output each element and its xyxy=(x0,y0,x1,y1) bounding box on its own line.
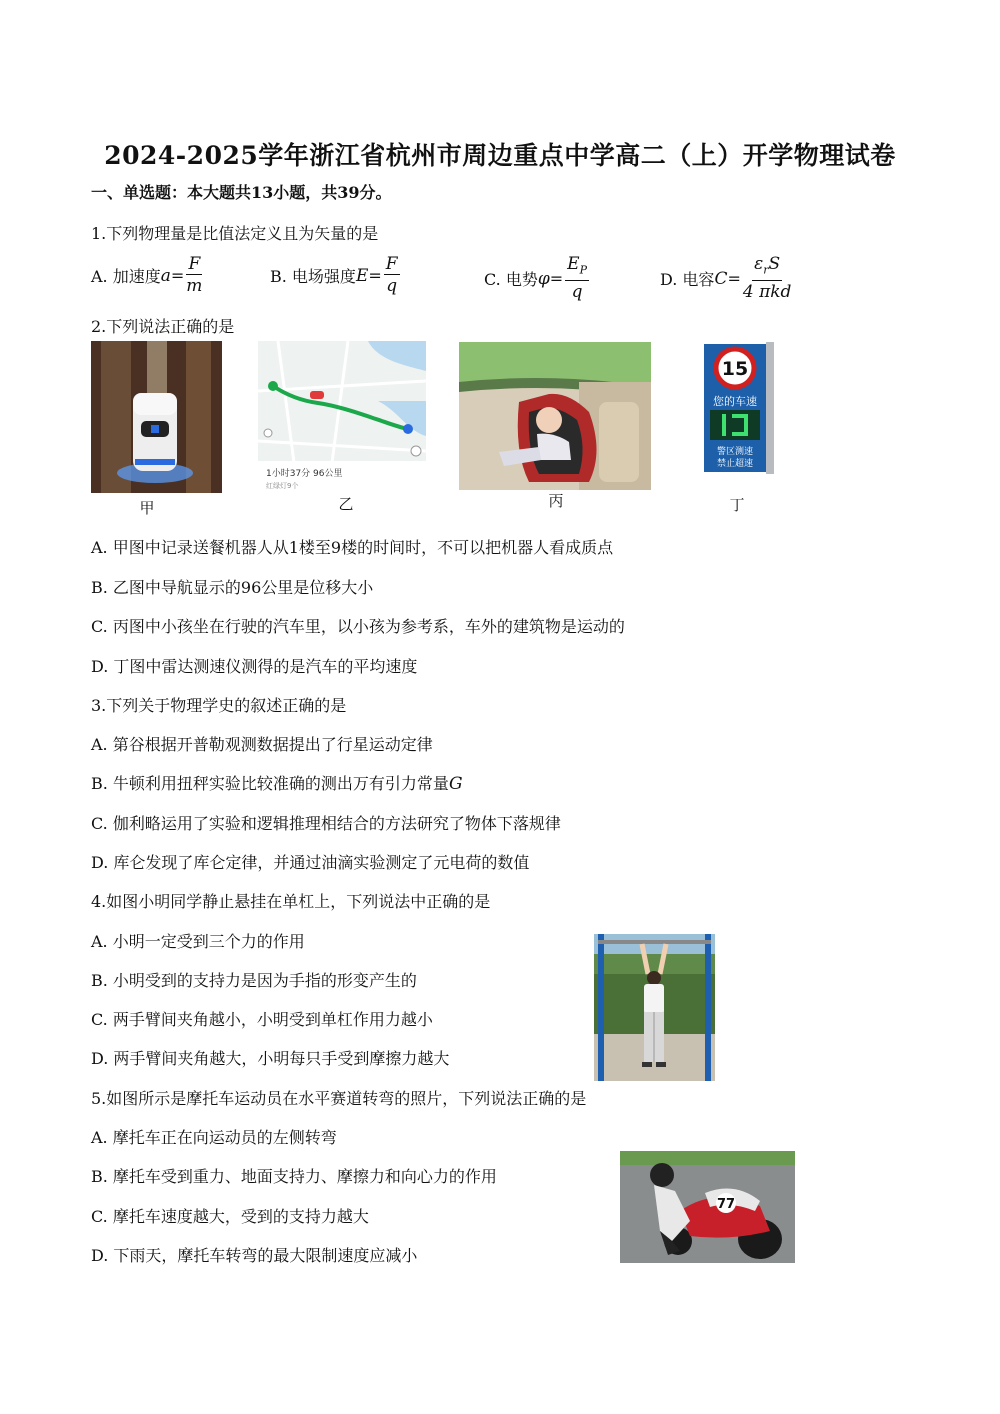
denominator: q xyxy=(386,276,398,296)
numerator-subscript: P xyxy=(579,263,587,277)
numerator-subscript: r xyxy=(763,263,769,277)
section-heading: 一、单选题：本大题共13小题，共39分。 xyxy=(91,183,392,202)
equals-sign: = xyxy=(368,266,382,285)
q1-option-d[interactable] xyxy=(660,254,793,303)
sign-text-your-speed: 您的车速 xyxy=(713,395,757,408)
equals-sign: = xyxy=(727,269,741,289)
fraction xyxy=(186,254,202,297)
gravitational-constant-symbol: G xyxy=(448,774,463,794)
option-label: B. 电场强度 xyxy=(270,267,356,286)
exam-title: 2024-2025学年浙江省杭州市周边重点中学高二（上）开学物理试卷 xyxy=(104,141,896,170)
q5-option-a[interactable]: A. 摩托车正在向运动员的左侧转弯 xyxy=(91,1128,337,1147)
q3-option-c[interactable]: C. 伽利略运用了实验和逻辑推理相结合的方法研究了物体下落规律 xyxy=(91,814,561,833)
q4-stem: 4.如图小明同学静止悬挂在单杠上，下列说法中正确的是 xyxy=(91,892,491,911)
numerator xyxy=(565,254,589,281)
formula-lhs: C xyxy=(714,268,728,289)
caption-jia: 甲 xyxy=(139,499,155,517)
q1-option-c[interactable] xyxy=(484,254,591,303)
denominator: q xyxy=(571,282,583,303)
option-label: A. 加速度 xyxy=(91,267,161,286)
q5-stem: 5.如图所示是摩托车运动员在水平赛道转弯的照片，下列说法正确的是 xyxy=(91,1089,587,1108)
denominator: m xyxy=(186,276,203,296)
q5-option-b[interactable]: B. 摩托车受到重力、地面支持力、摩擦力和向心力的作用 xyxy=(91,1167,497,1186)
pull-up-photo xyxy=(594,934,715,1081)
denominator: 4 πkd xyxy=(742,282,792,303)
bike-number: 77 xyxy=(716,1197,736,1212)
numerator: F xyxy=(385,254,398,274)
motorcycle-photo xyxy=(620,1151,795,1263)
speed-limit-number: 15 xyxy=(721,358,749,380)
numerator xyxy=(752,254,782,281)
q1-stem: 1.下列物理量是比值法定义且为矢量的是 xyxy=(91,224,379,243)
robot-photo xyxy=(91,341,222,493)
fraction xyxy=(743,254,792,303)
sign-text-line2: 警区测速 xyxy=(716,447,754,457)
formula-lhs: a xyxy=(160,265,171,286)
fraction xyxy=(384,254,400,297)
sign-text-line3: 禁止超速 xyxy=(716,459,754,469)
q4-option-c[interactable]: C. 两手臂间夹角越小，小明受到单杠作用力越小 xyxy=(91,1010,433,1029)
equals-sign: = xyxy=(170,266,185,285)
q2-option-c[interactable]: C. 丙图中小孩坐在行驶的汽车里，以小孩为参考系，车外的建筑物是运动的 xyxy=(91,617,625,636)
q3-option-d[interactable]: D. 库仑发现了库仑定律，并通过油滴实验测定了元电荷的数值 xyxy=(91,853,530,872)
q2-option-d[interactable]: D. 丁图中雷达测速仪测得的是汽车的平均速度 xyxy=(91,657,418,676)
caption-bing: 丙 xyxy=(548,492,564,510)
caption-ding: 丁 xyxy=(729,496,745,514)
q4-option-b[interactable]: B. 小明受到的支持力是因为手指的形变产生的 xyxy=(91,971,417,990)
q3-stem: 3.下列关于物理学史的叙述正确的是 xyxy=(91,696,347,715)
q4-option-a[interactable]: A. 小明一定受到三个力的作用 xyxy=(91,932,305,951)
map-route-info: 1小时37分 96公里 xyxy=(266,469,343,479)
caption-yi: 乙 xyxy=(338,495,354,513)
fraction xyxy=(565,254,589,303)
formula-lhs: E xyxy=(355,265,369,286)
q1-option-a[interactable] xyxy=(91,254,204,297)
q3-option-b[interactable] xyxy=(91,771,463,794)
q2-stem: 2.下列说法正确的是 xyxy=(91,317,235,336)
q2-option-b[interactable]: B. 乙图中导航显示的96公里是位移大小 xyxy=(91,578,374,597)
car-seat-photo xyxy=(459,342,651,490)
q4-option-d[interactable]: D. 两手臂间夹角越大，小明每只手受到摩擦力越大 xyxy=(91,1049,450,1068)
q2-option-a[interactable]: A. 甲图中记录送餐机器人从1楼至9楼的时间时，不可以把机器人看成质点 xyxy=(91,538,614,557)
numerator: F xyxy=(188,254,201,274)
formula-lhs: φ xyxy=(537,268,550,289)
map-route-sub: 红绿灯9个 xyxy=(266,482,299,490)
option-label: C. 电势 xyxy=(484,270,538,290)
q5-option-d[interactable]: D. 下雨天，摩托车转弯的最大限制速度应减小 xyxy=(91,1246,418,1265)
numerator-tail: S xyxy=(768,254,781,274)
numerator-symbol: E xyxy=(567,254,580,274)
q3-option-a[interactable]: A. 第谷根据开普勒观测数据提出了行星运动定律 xyxy=(91,735,433,754)
speed-radar-sign xyxy=(704,342,774,474)
navigation-map xyxy=(258,341,426,493)
equals-sign: = xyxy=(549,269,564,289)
option-label: D. 电容 xyxy=(660,270,715,290)
q1-option-b[interactable] xyxy=(270,254,402,297)
numerator-symbol: ε xyxy=(754,254,764,274)
option-text: B. 牛顿利用扭秤实验比较准确的测出万有引力常量 xyxy=(91,774,449,793)
q5-option-c[interactable]: C. 摩托车速度越大，受到的支持力越大 xyxy=(91,1207,369,1226)
